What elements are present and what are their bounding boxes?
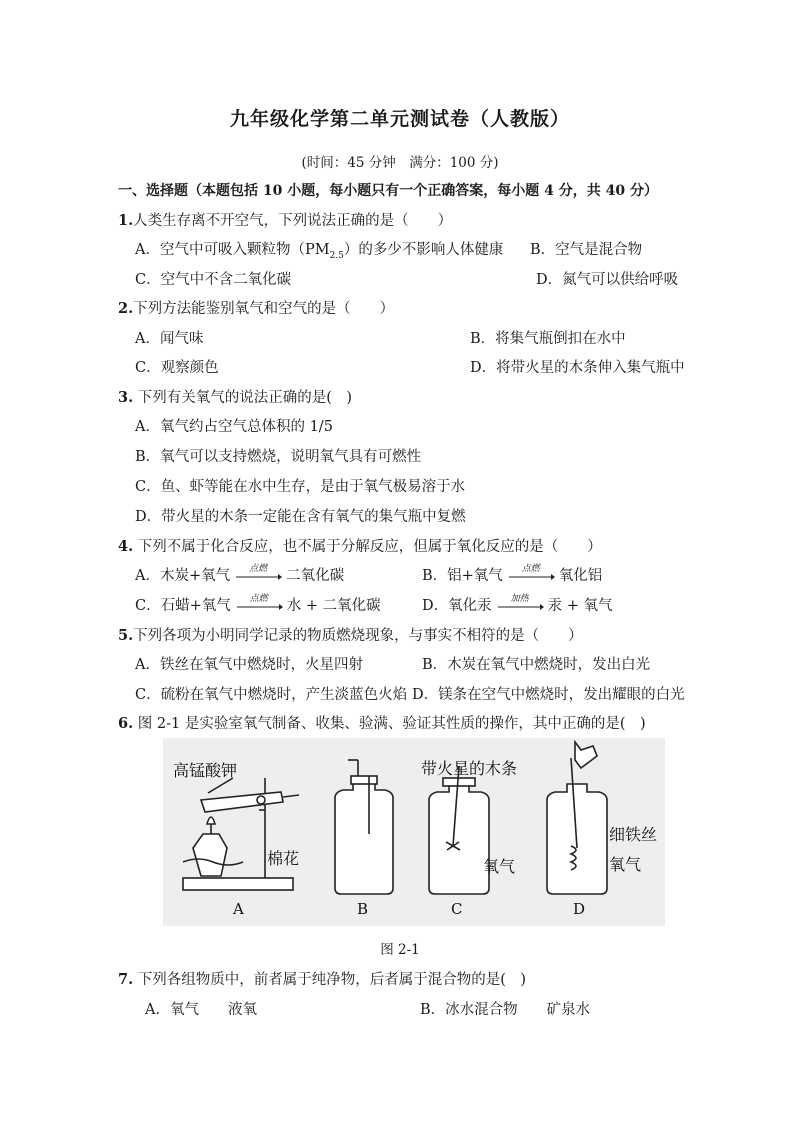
label-cotton: 棉花 bbox=[267, 849, 300, 868]
label-glowing-splint: 带火星的木条 bbox=[421, 759, 518, 778]
question-3-option-c: C．鱼、虾等能在水中生存，是由于氧气极易溶于水 bbox=[135, 479, 466, 495]
question-3-stem: 3. 下列有关氧气的说法正确的是( ) bbox=[118, 389, 353, 406]
reaction-arrow-icon: 点燃 bbox=[507, 569, 555, 583]
question-5-option-a: A．铁丝在氧气中燃烧时，火星四射 bbox=[135, 657, 363, 673]
question-4-option-c: C．石蜡+氧气 点燃 水 + 二氧化碳 bbox=[135, 594, 381, 614]
question-1-option-d: D．氮气可以供给呼吸 bbox=[536, 272, 679, 288]
section-heading: 一、选择题（本题包括 10 小题，每小题只有一个正确答案，每小题 4 分，共 40 分） bbox=[118, 183, 658, 199]
gas-bottle-c bbox=[429, 784, 489, 894]
question-4-option-a: A．木炭+氧气 点燃 二氧化碳 bbox=[135, 564, 345, 584]
question-7-stem: 7. 下列各组物质中，前者属于纯净物，后者属于混合物的是( ) bbox=[118, 971, 527, 988]
question-2-option-c: C．观察颜色 bbox=[135, 360, 219, 376]
question-5-stem: 5.下列各项为小明同学记录的物质燃烧现象，与事实不相符的是（ ） bbox=[118, 627, 583, 644]
label-iron-wire: 细铁丝 bbox=[609, 825, 658, 844]
question-4-option-d: D．氧化汞 加热 汞 + 氧气 bbox=[422, 594, 613, 614]
label-a: A bbox=[233, 900, 244, 918]
stand-base bbox=[183, 878, 293, 890]
time-score-info: (时间：45 分钟 满分：100 分) bbox=[301, 155, 499, 171]
question-7-option-b: B．冰水混合物 矿泉水 bbox=[420, 1002, 591, 1018]
question-2-option-a: A．闻气味 bbox=[135, 331, 204, 347]
page-title: 九年级化学第二单元测试卷（人教版） bbox=[229, 108, 570, 130]
label-b: B bbox=[357, 900, 369, 918]
question-3-option-b: B．氧气可以支持燃烧，说明氧气具有可燃性 bbox=[135, 449, 422, 465]
question-6-stem: 6. 图 2-1 是实验室氧气制备、收集、验满、验证其性质的操作，其中正确的是( ) bbox=[118, 715, 646, 732]
question-4-option-b: B．铝+氧气 点燃 氧化铝 bbox=[422, 564, 603, 584]
alcohol-lamp bbox=[193, 834, 227, 876]
label-oxygen-d: 氧气 bbox=[609, 855, 642, 874]
label-d: D bbox=[573, 900, 586, 918]
question-2-option-b: B．将集气瓶倒扣在水中 bbox=[470, 331, 626, 347]
test-tube bbox=[201, 792, 283, 812]
label-potassium-permanganate: 高锰酸钾 bbox=[173, 761, 238, 780]
question-1-option-c: C．空气中不含二氧化碳 bbox=[135, 272, 292, 288]
tongs-hand bbox=[575, 742, 597, 768]
figure-caption: 图 2-1 bbox=[380, 942, 420, 958]
apparatus-illustration bbox=[163, 738, 665, 926]
question-4-stem: 4. 下列不属于化合反应，也不属于分解反应，但属于氧化反应的是（ ） bbox=[118, 538, 602, 555]
flame-icon bbox=[207, 817, 215, 824]
question-5-option-d: D．镁条在空气中燃烧时，发出耀眼的白光 bbox=[412, 687, 685, 703]
label-oxygen-c: 氧气 bbox=[483, 857, 516, 876]
question-1-stem: 1.人类生存离不开空气，下列说法正确的是（ ） bbox=[118, 212, 453, 229]
question-2-stem: 2.下列方法能鉴别氧气和空气的是（ ） bbox=[118, 300, 395, 317]
question-2-option-d: D．将带火星的木条伸入集气瓶中 bbox=[470, 360, 685, 376]
question-5-option-b: B．木炭在氧气中燃烧时，发出白光 bbox=[422, 657, 651, 673]
reaction-arrow-icon: 点燃 bbox=[234, 569, 282, 583]
figure-2-1 bbox=[163, 738, 665, 926]
gas-bottle-b bbox=[335, 780, 393, 894]
question-3-option-d: D．带火星的木条一定能在含有氧气的集气瓶中复燃 bbox=[135, 509, 466, 525]
label-c: C bbox=[451, 900, 463, 918]
reaction-arrow-icon: 点燃 bbox=[235, 599, 283, 613]
question-3-option-a: A．氧气约占空气总体积的 1/5 bbox=[135, 419, 333, 435]
question-7-option-a: A．氧气 液氧 bbox=[145, 1002, 257, 1018]
reaction-arrow-icon: 加热 bbox=[496, 599, 544, 613]
question-1-option-b: B．空气是混合物 bbox=[530, 242, 643, 258]
question-5-option-c: C．硫粉在氧气中燃烧时，产生淡蓝色火焰 bbox=[135, 687, 408, 703]
question-1-option-a: A．空气中可吸入颗粒物$(PM_{2.5})$的多少不影响人体健康 bbox=[135, 242, 504, 261]
